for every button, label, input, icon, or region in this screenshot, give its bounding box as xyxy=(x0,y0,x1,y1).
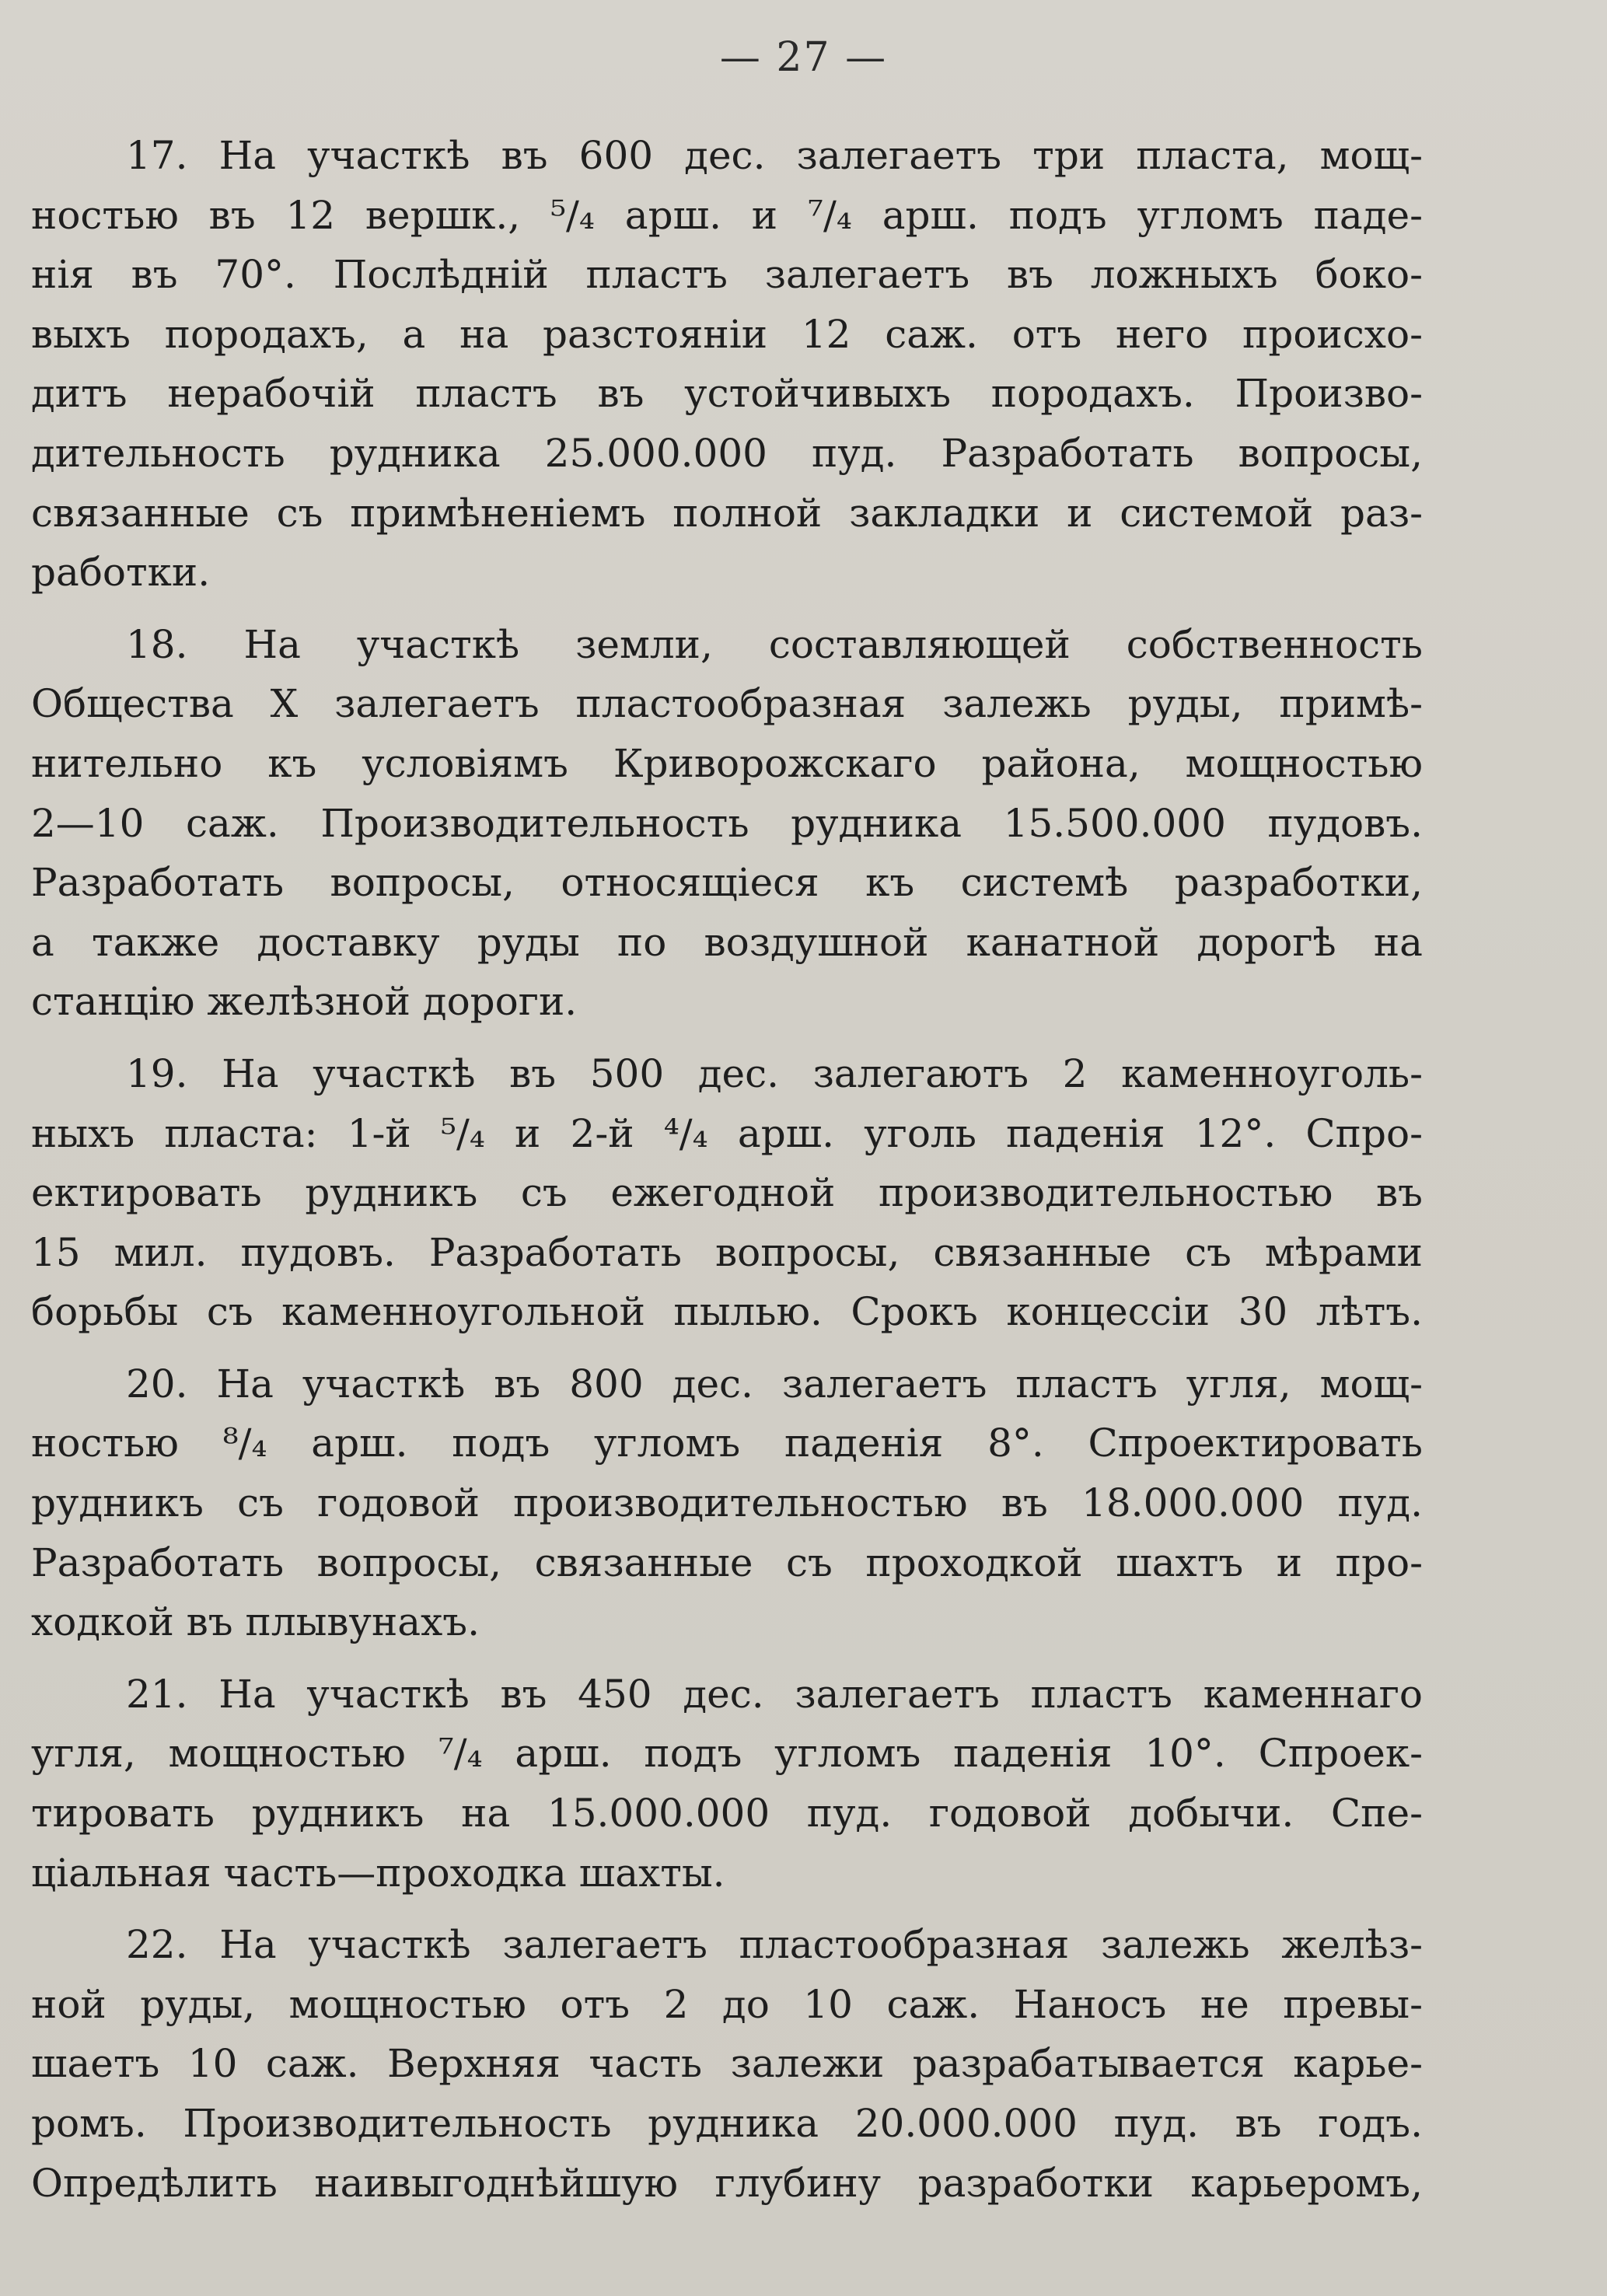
text-line: ходкой въ плывунахъ. xyxy=(31,1599,480,1645)
text-line: нія въ 70°. Послѣдній пластъ залегаетъ въ ложныхъ боко- xyxy=(31,252,1423,298)
text-line: Разработать вопросы, связанные съ проходкой шахтъ и про- xyxy=(31,1539,1423,1585)
text-line: а также доставку руды по воздушной канатной дорогѣ на xyxy=(31,919,1423,965)
text-line: ромъ. Производительность рудника 20.000.000 пуд. въ годъ. xyxy=(31,2101,1423,2146)
text-line: 20. На участкѣ въ 800 дес. залегаетъ пластъ угля, мощ- xyxy=(126,1361,1423,1407)
text-line: 17. На участкѣ въ 600 дес. залегаетъ три пласта, мощ- xyxy=(126,133,1423,178)
text-line: угля, мощностью ⁷/₄ арш. подъ угломъ паденія 10°. Спроек- xyxy=(31,1731,1423,1777)
text-line: 22. На участкѣ залегаетъ пластообразная залежь желѣз- xyxy=(126,1922,1423,1968)
text-line: ностью въ 12 вершк., ⁵/₄ арш. и ⁷/₄ арш. подъ угломъ паде- xyxy=(31,192,1423,238)
text-line: Опредѣлить наивыгоднѣйшую глубину разработки карьеромъ, xyxy=(31,2160,1423,2206)
paragraph-19 xyxy=(31,1044,1423,1342)
text-line: ностью ⁸/₄ арш. подъ угломъ паденія 8°. Спроектировать xyxy=(31,1421,1423,1466)
text-line: тировать рудникъ на 15.000.000 пуд. годовой добычи. Спе- xyxy=(31,1791,1423,1836)
paragraph-20 xyxy=(31,1354,1423,1652)
paragraph-22 xyxy=(31,1915,1423,2213)
text-line: связанные съ примѣненіемъ полной закладки и системой раз- xyxy=(31,490,1423,536)
text-line: борьбы съ каменноугольной пылью. Срокъ концессіи 30 лѣтъ. xyxy=(31,1289,1423,1335)
text-line: шаетъ 10 саж. Верхняя часть залежи разрабатывается карье- xyxy=(31,2041,1423,2087)
text-line: 19. На участкѣ въ 500 дес. залегаютъ 2 каменноуголь- xyxy=(126,1050,1423,1096)
text-line: выхъ породахъ, а на разстояніи 12 саж. отъ него происхо- xyxy=(31,311,1423,357)
text-line: ной руды, мощностью отъ 2 до 10 саж. Наносъ не превы- xyxy=(31,1981,1423,2027)
text-line: ектировать рудникъ съ ежегодной производительностью въ xyxy=(31,1170,1423,1216)
text-line: нительно къ условіямъ Криворожскаго района, мощностью xyxy=(31,740,1423,786)
text-line: ныхъ пласта: 1-й ⁵/₄ и 2-й ⁴/₄ арш. уголь паденія 12°. Спро- xyxy=(31,1110,1423,1156)
text-line: Разработать вопросы, относящіеся къ системѣ разработки, xyxy=(31,860,1423,906)
text-line: ціальная часть—проходка шахты. xyxy=(31,1850,725,1896)
text-line: дительность рудника 25.000.000 пуд. Разработать вопросы, xyxy=(31,430,1423,476)
text-line: дитъ нерабочій пластъ въ устойчивыхъ породахъ. Произво- xyxy=(31,371,1423,417)
text-line: рудникъ съ годовой производительностью въ 18.000.000 пуд. xyxy=(31,1480,1423,1526)
text-line: 2—10 саж. Производительность рудника 15.500.000 пудовъ. xyxy=(31,800,1423,846)
text-line: Общества X залегаетъ пластообразная залежь руды, примѣ- xyxy=(31,681,1423,727)
text-line: 18. На участкѣ земли, составляющей собственность xyxy=(126,621,1423,667)
text-line: станцію желѣзной дороги. xyxy=(31,979,578,1025)
text-line: 21. На участкѣ въ 450 дес. залегаетъ пластъ каменнаго xyxy=(126,1671,1423,1717)
page-number: — 27 — xyxy=(719,34,888,81)
paragraph-17 xyxy=(31,126,1423,603)
text-line: работки. xyxy=(31,550,211,596)
text-line: 15 мил. пудовъ. Разработать вопросы, связанные съ мѣрами xyxy=(31,1229,1423,1275)
page-body xyxy=(31,126,1423,2225)
paragraph-21 xyxy=(31,1665,1423,1903)
paragraph-18 xyxy=(31,615,1423,1032)
